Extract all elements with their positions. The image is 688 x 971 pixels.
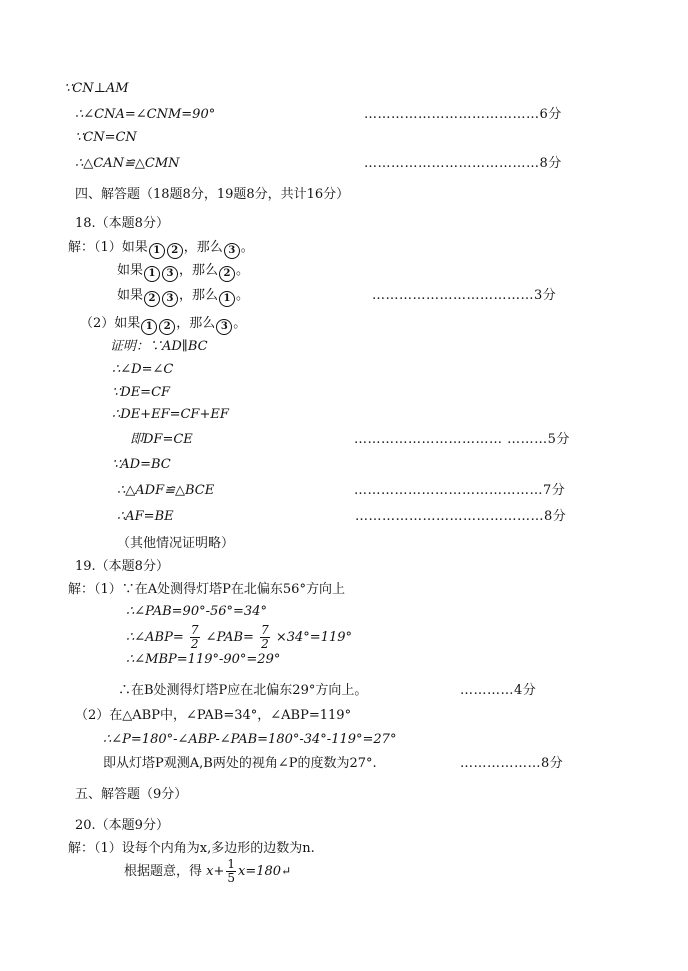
fraction-num: 7 (190, 623, 199, 637)
text: （2）如果 (80, 316, 141, 331)
circled-1: 1 (144, 266, 160, 282)
q20-part1-line1: 解：（1）设每个内角为x,多边形的边数为n. (68, 841, 315, 856)
fraction-7-2 (260, 624, 270, 651)
fraction-den: 2 (261, 637, 269, 651)
text: 根据题意，得 (124, 864, 203, 879)
q19-angle-p-calc: ∴∠P=180°-∠ABP-∠PAB=180°-34°-119°=27° (103, 732, 397, 747)
proof-af-eq-be: ∴AF=BE (117, 509, 174, 524)
q19-angle-mbp: ∴∠MBP=119°-90°=29° (126, 652, 281, 667)
text: ∴∠ABP= (126, 630, 184, 645)
q18-part1-line3 (117, 287, 249, 307)
text: 解：（1）如果 (68, 240, 148, 255)
circled-2: 2 (159, 319, 175, 335)
circled-1: 1 (149, 243, 165, 259)
circled-1: 1 (141, 319, 157, 335)
fraction-7-2 (190, 624, 200, 651)
circled-2: 2 (144, 291, 160, 307)
line-cn-eq-cn: ∵CN=CN (75, 130, 137, 145)
line-cn-perp-am: ∵CN⊥AM (64, 81, 129, 96)
text: 如果 (117, 263, 144, 278)
score-8c: ………………8分 (460, 756, 564, 771)
score-7: ……………………………………7分 (354, 483, 566, 498)
q19-heading: 19.（本题8分） (75, 559, 169, 574)
text: x=180 (238, 864, 282, 879)
proof-de-ef-sum: ∴DE+EF=CF+EF (112, 407, 229, 422)
q19-part2-line1: （2）在△ABP中，∠PAB=34°，∠ABP=119° (75, 708, 352, 723)
proof-congruent-adf-bce: ∴△ADF≌△BCE (117, 483, 215, 498)
text: ，那么 (183, 240, 223, 255)
section-four-heading: 四、解答题（18题8分，19题8分，共计16分） (75, 187, 350, 202)
text: ∠PAB= (205, 630, 254, 645)
score-3: ………………………………3分 (372, 288, 557, 303)
text: ×34°=119° (275, 630, 353, 645)
score-8b: ……………………………………8分 (355, 509, 567, 524)
proof-angle-d-eq-c: ∴∠D=∠C (112, 362, 174, 377)
text: x+ (206, 864, 225, 879)
text: 。 (236, 288, 250, 303)
section-five-heading: 五、解答题（9分） (75, 787, 188, 802)
fraction-den: 2 (190, 637, 199, 651)
fraction-den: 5 (227, 871, 236, 885)
proof-ad-parallel-bc: 证明：∵AD∥BC (110, 339, 208, 354)
q19-conclusion-b: ∴在B处测得灯塔P应在北偏东29°方向上。 (118, 683, 368, 698)
text: 。 (236, 263, 250, 278)
text: 。 (233, 316, 247, 331)
score-8: …………………………………8分 (364, 156, 562, 171)
circled-2: 2 (219, 266, 235, 282)
score-5: …………………………… ………5分 (354, 432, 570, 447)
fraction-1-5 (226, 858, 236, 885)
circled-3: 3 (224, 243, 240, 259)
text: 。 (240, 240, 254, 255)
fraction-num: 1 (227, 857, 236, 871)
text: ，那么 (179, 288, 219, 303)
circled-1: 1 (219, 291, 235, 307)
line-angle-cna: ∴∠CNA=∠CNM=90° (75, 107, 216, 122)
circled-3: 3 (162, 291, 178, 307)
circled-3: 3 (162, 266, 178, 282)
proof-ad-eq-bc: ∵AD=BC (112, 457, 171, 472)
q19-part1-line1: 解：（1）∵在A处测得灯塔P在北偏东56°方向上 (68, 582, 345, 597)
circled-2: 2 (167, 243, 183, 259)
circled-3: 3 (216, 319, 232, 335)
line-congruent-can-cmn: ∴△CAN≌△CMN (75, 156, 180, 171)
proof-de-eq-cf: ∵DE=CF (112, 385, 171, 400)
q18-part2-line1 (80, 315, 246, 335)
text: ，那么 (179, 263, 219, 278)
return-arrow-icon: ↵ (281, 864, 292, 878)
text: 如果 (117, 288, 144, 303)
score-4: …………4分 (460, 683, 537, 698)
q18-part1-line1 (68, 239, 254, 259)
proof-other-cases: （其他情况证明略） (117, 536, 235, 551)
text: ，那么 (176, 316, 216, 331)
q19-final: 即从灯塔P观测A,B两处的视角∠P的度数为27°. (103, 756, 377, 771)
q20-heading: 20.（本题9分） (75, 818, 169, 833)
q19-angle-abp (126, 624, 352, 651)
q18-part1-line2 (117, 262, 249, 282)
q19-angle-pab: ∴∠PAB=90°-56°=34° (126, 604, 267, 619)
proof-df-eq-ce: 即DF=CE (130, 432, 193, 447)
q18-heading: 18.（本题8分） (75, 216, 169, 231)
fraction-num: 7 (261, 623, 269, 637)
score-6: …………………………………6分 (364, 107, 562, 122)
q20-equation (124, 858, 291, 885)
